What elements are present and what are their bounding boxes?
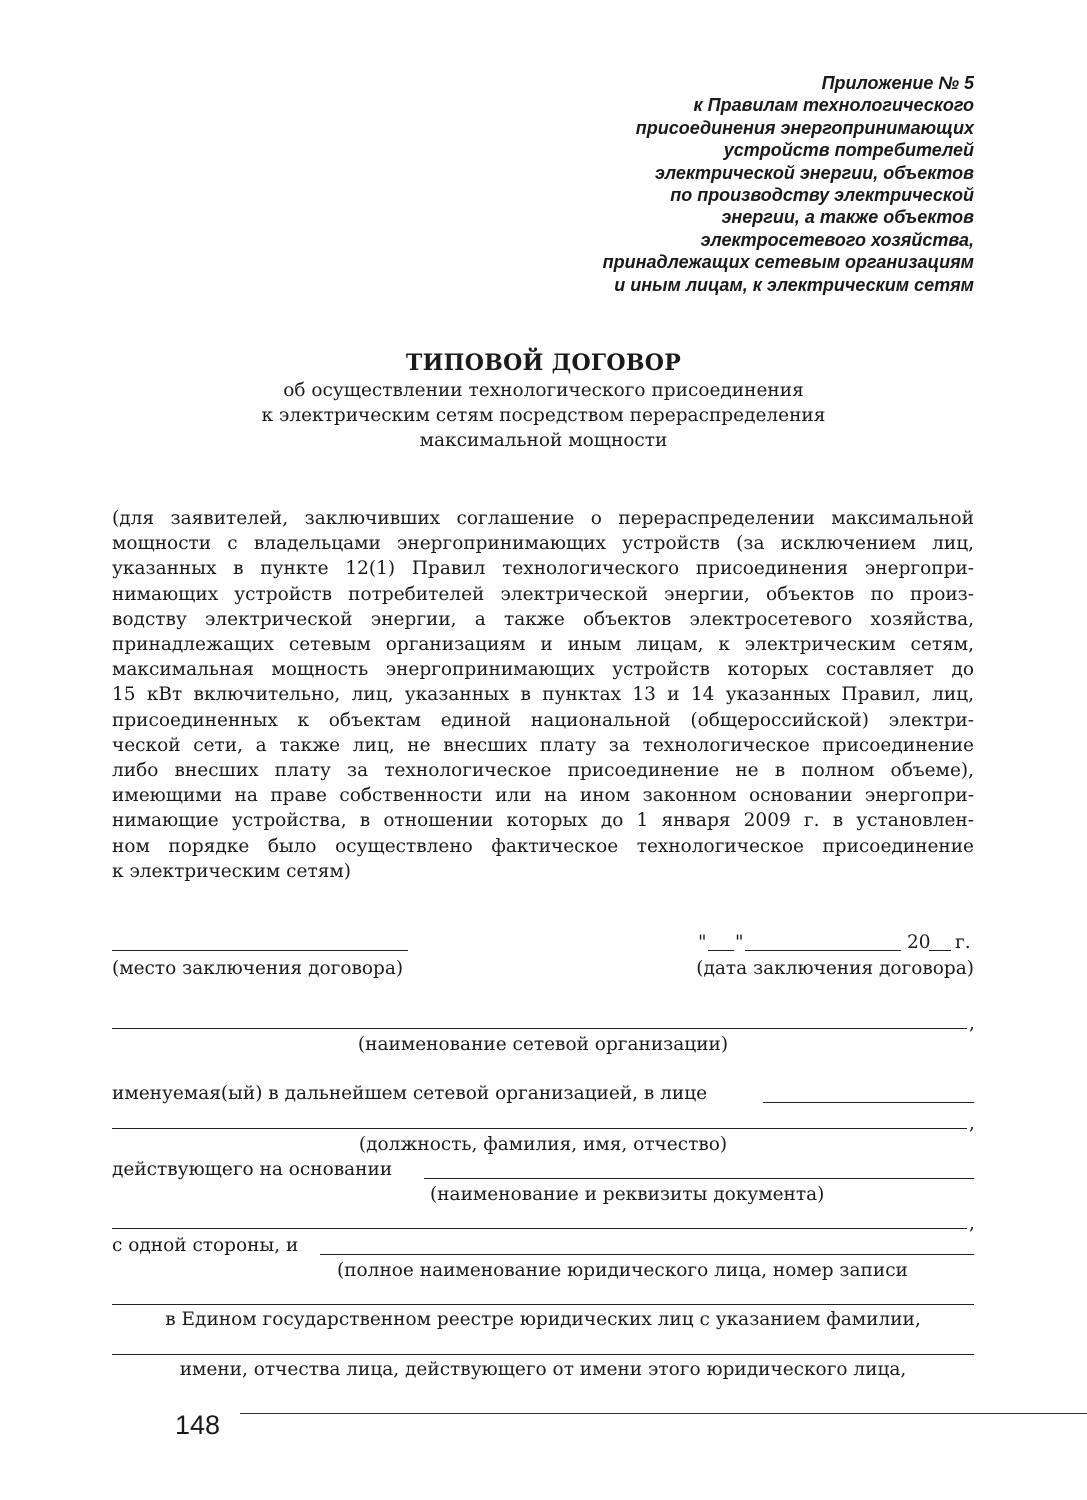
- preamble-line: 15 кВт включительно, лиц, указанных в пунктах 13 и 14 указанных Правил, лиц,: [112, 684, 974, 706]
- appendix-line: энергии, а также объектов: [721, 207, 974, 228]
- preamble-line: нимающих устройств потребителей электрической энергии, объектов по произ-: [112, 583, 974, 605]
- appendix-line: принадлежащих сетевым организациям: [602, 252, 974, 273]
- preamble-line: указанных в пункте 12(1) Правил технологического присоединения энергопри-: [112, 558, 974, 580]
- named-as-text: именуемая(ый) в дальнейшем сетевой организацией, в лице: [112, 1083, 708, 1104]
- date-day-quote-close: ": [735, 932, 744, 953]
- preamble-line: ческой сети, а также лиц, не внесших плату за технологическое присоединение: [112, 734, 974, 756]
- one-side-text: с одной стороны, и: [112, 1235, 299, 1256]
- network-org-comma: ,: [969, 1013, 975, 1034]
- preamble-line: либо внесших плату за технологическое присоединение не в полном объеме),: [112, 760, 974, 782]
- footer-rule: [240, 1413, 1087, 1414]
- document-comma: ,: [969, 1213, 975, 1234]
- date-year-prefix: 20: [907, 932, 931, 953]
- preamble-line: присоединенных к объектам единой национальной (общероссийской) электри-: [112, 709, 974, 731]
- legal-entity-caption-1: (полное наименование юридического лица, номер записи: [337, 1260, 908, 1281]
- preamble-paragraph: [112, 506, 974, 884]
- acting-basis-text: действующего на основании: [112, 1159, 393, 1180]
- place-blank-line: [112, 950, 408, 951]
- legal-entity-blank-line-2: [112, 1304, 974, 1305]
- preamble-line: мощности с владельцами энергопринимающих устройств (за исключением лиц,: [112, 533, 974, 555]
- legal-entity-caption-2: в Едином государственном реестре юридических лиц с указанием фамилии,: [165, 1309, 921, 1330]
- preamble-line: водству электрической энергии, а также объектов электросетевого хозяйства,: [112, 608, 974, 630]
- appendix-line: устройств потребителей: [723, 140, 974, 161]
- date-day-blank-line: [708, 950, 734, 951]
- legal-entity-caption-3: имени, отчества лица, действующего от имени этого юридического лица,: [179, 1359, 907, 1380]
- document-title: ТИПОВОЙ ДОГОВОР: [405, 350, 682, 376]
- appendix-line: и иным лицам, к электрическим сетям: [614, 274, 974, 295]
- preamble-line: ном порядке было осуществлено фактическое технологическое присоединение: [112, 835, 974, 857]
- preamble-line: к электрическим сетям): [112, 860, 352, 882]
- document-header: [0, 348, 1087, 453]
- representative-blank-line: [763, 1102, 974, 1103]
- document-blank-line: [424, 1178, 974, 1179]
- preamble-line: имеющими на праве собственности или на ином законном основании энергопри-: [112, 785, 974, 807]
- subtitle-line: максимальной мощности: [419, 430, 668, 451]
- date-caption: (дата заключения договора): [696, 958, 974, 979]
- page-number: 148: [175, 1410, 221, 1440]
- appendix-note: [494, 72, 974, 296]
- appendix-line: Приложение № 5: [821, 73, 974, 93]
- document-caption: (наименование и реквизиты документа): [430, 1184, 825, 1205]
- legal-entity-blank-line: [320, 1254, 974, 1255]
- date-month-blank-line: [745, 950, 901, 951]
- appendix-line: электрической энергии, объектов: [655, 162, 974, 183]
- document-subtitle: [0, 378, 1087, 453]
- appendix-line: электросетевого хозяйства,: [700, 229, 974, 250]
- representative-blank-line-2: [112, 1128, 967, 1129]
- date-year-suffix: г.: [955, 932, 971, 953]
- appendix-line: присоединения энергопринимающих: [635, 117, 974, 138]
- date-year-blank-line: [929, 950, 951, 951]
- document-blank-line-2: [112, 1228, 967, 1229]
- network-org-blank-line: [112, 1028, 967, 1029]
- subtitle-line: к электрическим сетям посредством перераспределения: [261, 405, 826, 426]
- appendix-line: по производству электрической: [670, 185, 974, 206]
- subtitle-line: об осуществлении технологического присоединения: [283, 380, 804, 401]
- date-day-quote-open: ": [698, 932, 707, 953]
- preamble-line: максимальная мощность энергопринимающих устройств которых составляет до: [112, 659, 974, 681]
- place-caption: (место заключения договора): [112, 958, 404, 979]
- preamble-line: нимающие устройства, в отношении которых до 1 января 2009 г. в установлен-: [112, 810, 974, 832]
- legal-entity-blank-line-3: [112, 1354, 974, 1355]
- preamble-line: (для заявителей, заключивших соглашение о перераспределении максимальной: [112, 508, 974, 529]
- appendix-line: к Правилам технологического: [693, 95, 974, 116]
- representative-comma: ,: [969, 1113, 975, 1134]
- preamble-line: принадлежащих сетевым организациям и иным лицам, к электрическим сетям,: [112, 634, 974, 656]
- position-caption: (должность, фамилия, имя, отчество): [358, 1134, 728, 1155]
- network-org-caption: (наименование сетевой организации): [357, 1034, 729, 1055]
